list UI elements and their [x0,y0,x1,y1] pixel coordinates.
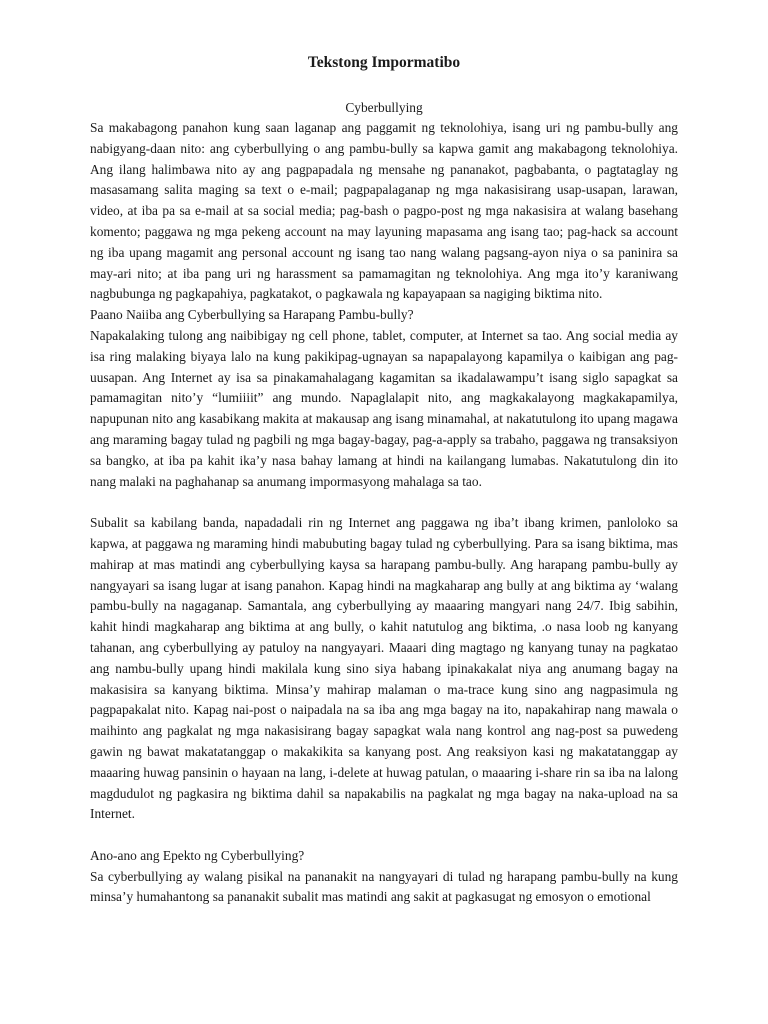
paragraph-gap [90,825,678,846]
document-title: Tekstong Impormatibo [307,54,461,71]
section-heading-difference: Paano Naiiba ang Cyberbullying sa Harapang Pambu-bully? [90,307,414,323]
section-heading-effects: Ano-ano ang Epekto ng Cyberbullying? [90,847,305,863]
paragraph-gap [90,492,678,513]
document-subtitle: Cyberbullying [345,100,423,115]
section1-paragraph-2: Subalit sa kabilang banda, napadadali rin ng Internet ang paggawa ng iba’t ibang krimen, panloloko sa kapwa, at paggawa ng maraming hindi mabubuting bagay tulad ng cyberbullying. Para sa isang biktima, mas mahirap at mas matindi ang cyberbullying kaysa sa harapang pambu-bully. Ang harapang pambu-bully ay nangyayari sa isang lugar at isang panahon. Kapag hindi na magkaharap ang bully at ang biktima ay ‘walang pambu-bully na nagaganap. Samantala, ang cyberbullying ay maaaring mangyari nang 24/7. Ibig sabihin, kahit hindi magkaharap ang biktima at ang bully, o kahit natutulog ang biktima, .o nasa loob ng kanyang tahanan, ang cyberbullying ay patuloy na nangyayari. Maaari ding magtago ng kanyang tunay na pagkatao ang nambu-bully upang hindi makilala kung sino siya habang ipinakakalat niya ang anumang bagay na makasisira sa kanyang biktima. Minsa’y mahirap malaman o ma-trace kung sino ang nagpasimula ng pagpapakalat nito. Kapag nai-post o naipadala na sa iba ang mga bagay na ito, napakahirap nang mawala o maihinto ang pagkalat ng mga nakasisirang bagay sapagkat wala nang kontrol ang nag-post sa puwedeng gawin ng bawat makatatanggap o makakikita sa kanyang post. Ang reaksiyon kasi ng makatatanggap ay maaaring huwag pansinin o hayaan na lang, i-delete at huwag patulan, o maaaring i-share rin sa iba na lalong magdudulot ng pagkasira ng biktima dahil sa napakabilis na pagkalat ng mga bagay na naka-upload na sa Internet. [90,515,678,822]
document-page [90,52,678,908]
intro-paragraph: Sa makabagong panahon kung saan laganap ang paggamit ng teknolohiya, isang uri ng pambu-bully ang nabigyang-daan nito: ang cyberbullying o ang pambu-bully sa kapwa gamit ang makabagong teknolohiya. Ang ilang halimbawa nito ay ang pagpapadala ng mensahe ng pananakot, pagbabanta, o pagtataglay ng masasamang salita maging sa text o e-mail; pagpapalaganap ng mga nakasisirang usap-usapan, larawan, video, at iba pa sa e-mail at sa social media; pag-bash o pagpo-post ng mga nakasisira at walang basehang komento; paggawa ng mga pekeng account na may layuning mapasama ang isang tao; pag-hack sa account ng iba upang magamit ang personal account ng isang tao nang walang pagsang-ayon niya o sa paninira sa may-ari nito; at iba pang uri ng harassment sa pamamagitan ng teknolohiya. Ang mga ito’y karaniwang nagbubunga ng pagkapahiya, pagkatakot, o pagkawala ng kapayapaan sa nagiging biktima nito. [90,120,678,302]
section1-paragraph-1: Napakalaking tulong ang naibibigay ng cell phone, tablet, computer, at Internet sa tao. Ang social media ay isa ring malaking biyaya lalo na kung pakikipag-ugnayan sa napapalayong kapamilya o kaibigan ang pag-uusapan. Ang Internet ay isa sa pinakamahalagang kagamitan sa ikadalawampu’t isang siglo sapagkat sa pamamagitan nito’y “lumiiiit” ang mundo. Napaglalapit nito, ang magkakalayong magkakapamilya, napupunan nito ang kasabikang makita at makausap ang isang minamahal, at nakatutulong ito upang magawa ang maraming bagay tulad ng pagbili ng mga bagay-bagay, pag-a-apply sa trabaho, paggawa ng transaksiyon sa bangko, at iba pa kahit ika’y nasa bahay lamang at hindi na kailangang lumabas. Nakatutulong din ito nang malaki na paghahanap sa anumang impormasyong mahalaga sa tao. [90,327,678,489]
section2-paragraph-1: Sa cyberbullying ay walang pisikal na pananakit na nangyayari di tulad ng harapang pambu-bully na kung minsa’y humahantong sa pananakit subalit mas matindi ang sakit at pagkasugat ng emosyon o emotional [90,868,678,905]
